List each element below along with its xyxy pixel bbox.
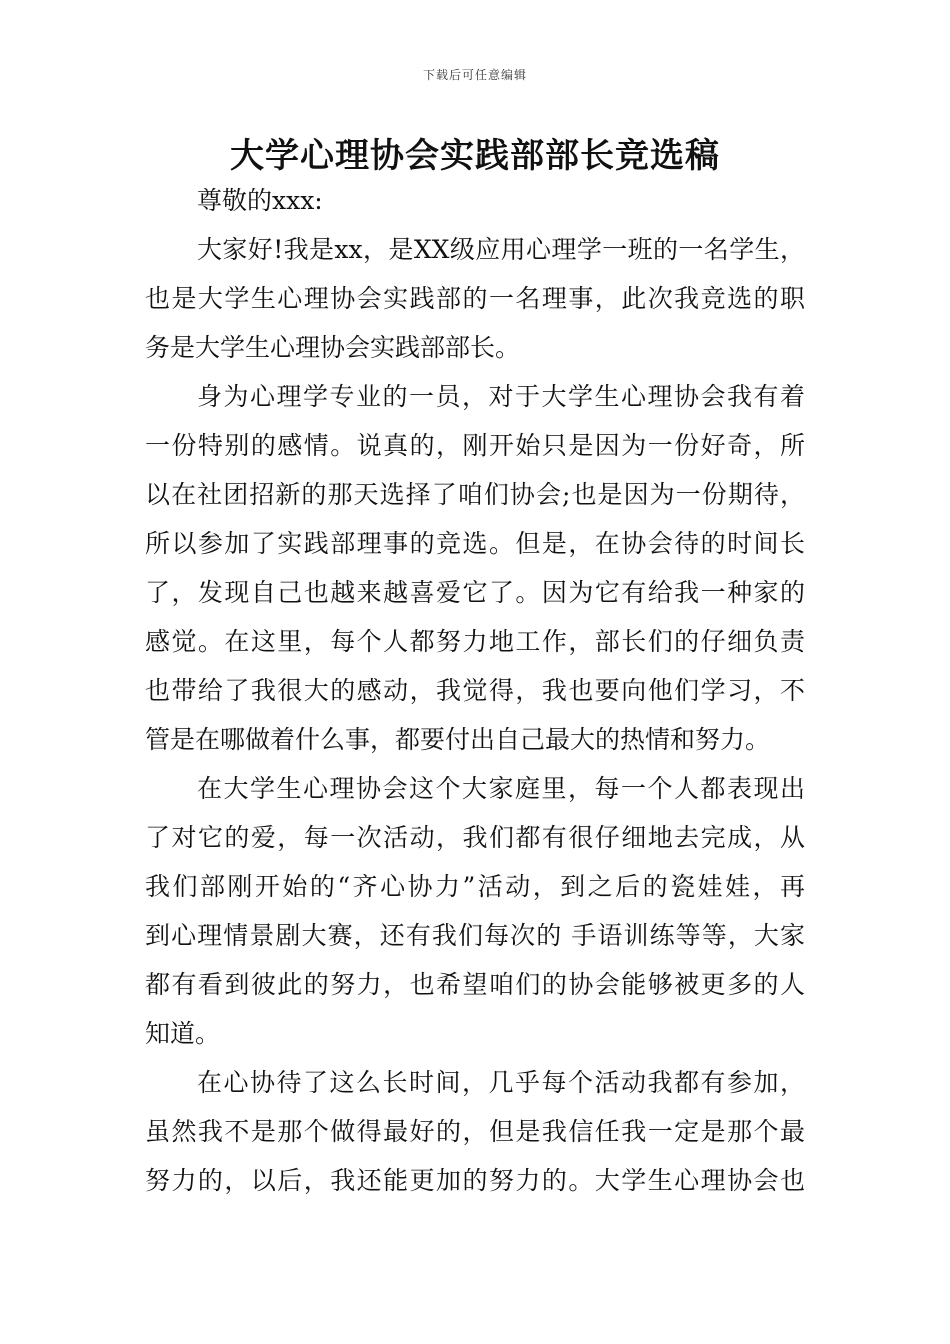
paragraph-line: 所以参加了实践部理事的竞选。但是，在协会待的时间长 <box>145 529 805 558</box>
greeting-line: 尊敬的xxx: <box>197 186 323 215</box>
paragraph-line: 也带给了我很大的感动，我觉得，我也要向他们学习，不 <box>145 676 805 705</box>
paragraph-line: 虽然我不是那个做得最好的，但是我信任我一定是那个最 <box>145 1117 805 1146</box>
paragraph-line: 也是大学生心理协会实践部的一名理事，此次我竞选的职 <box>145 284 805 313</box>
paragraph-line: 感觉。在这里，每个人都努力地工作，部长们的仔细负责 <box>145 627 805 656</box>
paragraph-line: 务是大学生心理协会实践部部长。 <box>145 333 521 362</box>
document-body <box>145 176 805 1205</box>
paragraph-line: 一份特别的感情。说真的，刚开始只是因为一份好奇，所 <box>145 431 805 460</box>
paragraph-line: 在心协待了这么长时间，几乎每个活动我都有参加， <box>197 1068 805 1097</box>
paragraph-line: 知道。 <box>145 1019 221 1048</box>
paragraph-line: 都有看到彼此的努力，也希望咱们的协会能够被更多的人 <box>145 970 805 999</box>
paragraph-line: 以在社团招新的那天选择了咱们协会;也是因为一份期待， <box>145 480 805 509</box>
document-title: 大学心理协会实践部部长竞选稿 <box>230 136 720 176</box>
paragraph-line: 在大学生心理协会这个大家庭里，每一个人都表现出 <box>197 774 805 803</box>
paragraph-line: 我们部刚开始的“齐心协力”活动，到之后的瓷娃娃，再 <box>145 872 805 901</box>
header-note: 下载后可任意编辑 <box>422 68 527 82</box>
paragraph-line: 到心理情景剧大赛，还有我们每次的 手语训练等等，大家 <box>145 921 805 950</box>
paragraph-line: 了对它的爱，每一次活动，我们都有很仔细地去完成，从 <box>145 823 805 852</box>
paragraph-line: 努力的，以后，我还能更加的努力的。大学生心理协会也 <box>145 1166 805 1195</box>
paragraph-line: 管是在哪做着什么事，都要付出自己最大的热情和努力。 <box>145 725 771 754</box>
paragraph-line: 了，发现自己也越来越喜爱它了。因为它有给我一种家的 <box>145 578 805 607</box>
paragraph-line: 身为心理学专业的一员，对于大学生心理协会我有着 <box>197 382 805 411</box>
paragraph-line: 大家好!我是xx，是XX级应用心理学一班的一名学生， <box>197 235 805 264</box>
